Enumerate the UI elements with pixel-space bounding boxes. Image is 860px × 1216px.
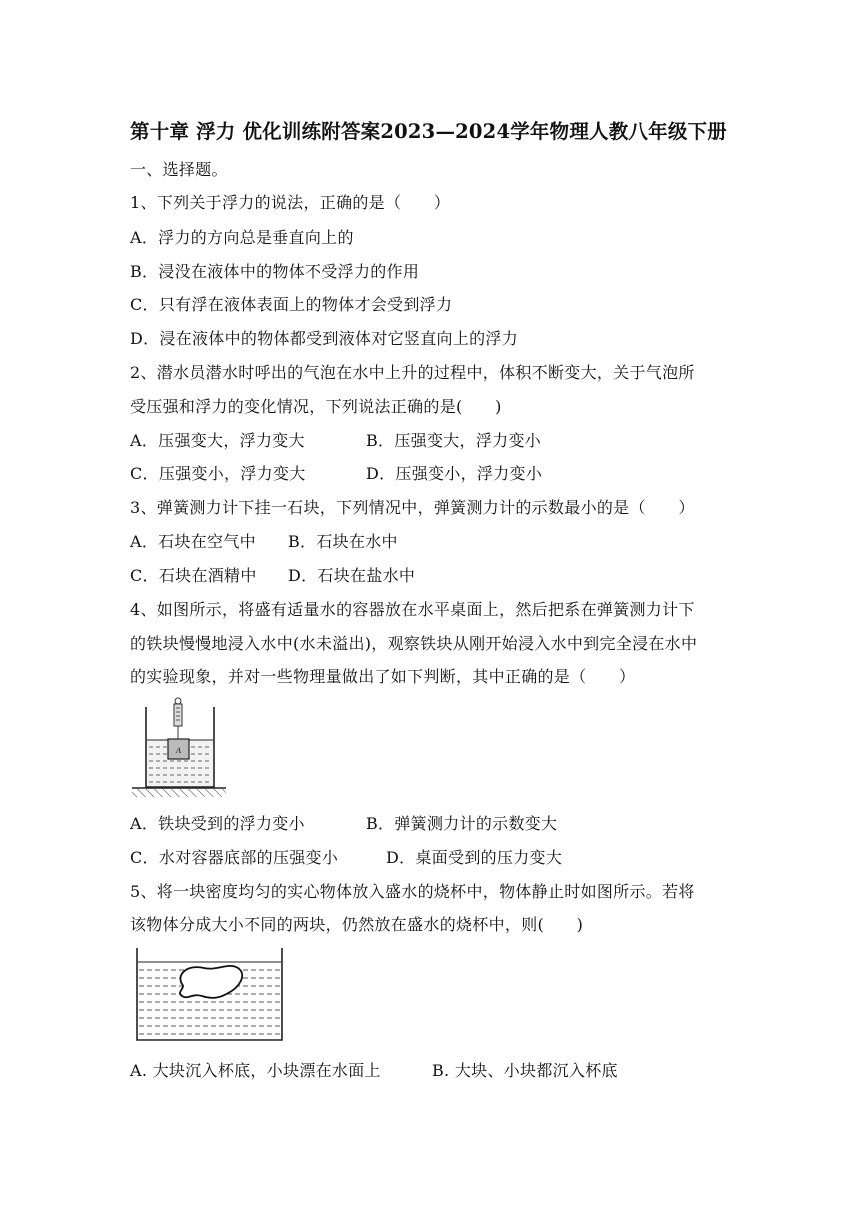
q3-options-row1: [130, 529, 398, 552]
q4-stem-line1: 4、如图所示，将盛有适量水的容器放在水平桌面上，然后把系在弹簧测力计下: [130, 600, 695, 619]
q1-option-d: D．浸在液体中的物体都受到液体对它竖直向上的浮力: [130, 329, 519, 348]
q4-option-d: D．桌面受到的压力变大: [386, 848, 563, 867]
q3-options-row2: [130, 563, 416, 586]
q4-option-a: A．铁块受到的浮力变小: [130, 814, 305, 833]
q1-stem: 1、下列关于浮力的说法，正确的是（ ）: [130, 193, 451, 212]
q5-option-a: A. 大块沉入杯底，小块漂在水面上: [130, 1061, 381, 1080]
q5-stem-line2: 该物体分成大小不同的两块，仍然放在盛水的烧杯中，则( ): [130, 915, 584, 934]
q4-options-row1: [130, 811, 558, 834]
q2-options-row1: [130, 428, 542, 451]
q5-option-b: B. 大块、小块都沉入杯底: [432, 1061, 618, 1080]
q4-spring-scale-figure: [128, 695, 228, 803]
q5-beaker-figure: [132, 944, 286, 1044]
q4-options-row2: [130, 845, 563, 868]
q3-option-c: C．石块在酒精中: [130, 566, 257, 585]
q5-object-shape: [180, 966, 242, 998]
q4-option-b: B．弹簧测力计的示数变大: [366, 814, 558, 833]
q2-option-a: A．压强变大，浮力变大: [130, 431, 305, 450]
q1-option-c: C．只有浮在液体表面上的物体才会受到浮力: [130, 295, 453, 314]
q2-stem-line1: 2、潜水员潜水时呼出的气泡在水中上升的过程中，体积不断变大，关于气泡所: [130, 363, 695, 382]
q5-stem-line1: 5、将一块密度均匀的实心物体放入盛水的烧杯中，物体静止时如图所示。若将: [130, 882, 695, 901]
q1-option-a: A．浮力的方向总是垂直向上的: [130, 228, 354, 247]
q3-stem: 3、弹簧测力计下挂一石块，下列情况中，弹簧测力计的示数最小的是（ ）: [130, 498, 695, 517]
q3-option-d: D．石块在盐水中: [288, 566, 416, 585]
q4-option-c: C．水对容器底部的压强变小: [130, 848, 339, 867]
q1-option-b: B．浸没在液体中的物体不受浮力的作用: [130, 262, 420, 281]
q3-option-a: A．石块在空气中: [130, 532, 256, 551]
q2-option-d: D．压强变小，浮力变小: [366, 464, 543, 483]
section-heading: 一、选择题。: [130, 160, 228, 179]
q4-stem-line2: 的铁块慢慢地浸入水中(水未溢出)，观察铁块从刚开始浸入水中到完全浸在水中: [130, 634, 698, 653]
q4-block-label: A: [176, 746, 181, 755]
q2-option-c: C．压强变小，浮力变大: [130, 464, 306, 483]
q2-options-row2: [130, 461, 543, 484]
q5-options-row1: [130, 1058, 618, 1081]
page-title: 第十章 浮力 优化训练附答案2023—2024学年物理人教八年级下册: [130, 120, 727, 143]
q2-stem-line2: 受压强和浮力的变化情况，下列说法正确的是( ): [130, 397, 502, 416]
q3-option-b: B．石块在水中: [288, 532, 398, 551]
q2-option-b: B．压强变大，浮力变小: [366, 431, 542, 450]
q4-stem-line3: 的实验现象，并对一些物理量做出了如下判断，其中正确的是（ ）: [130, 667, 636, 686]
